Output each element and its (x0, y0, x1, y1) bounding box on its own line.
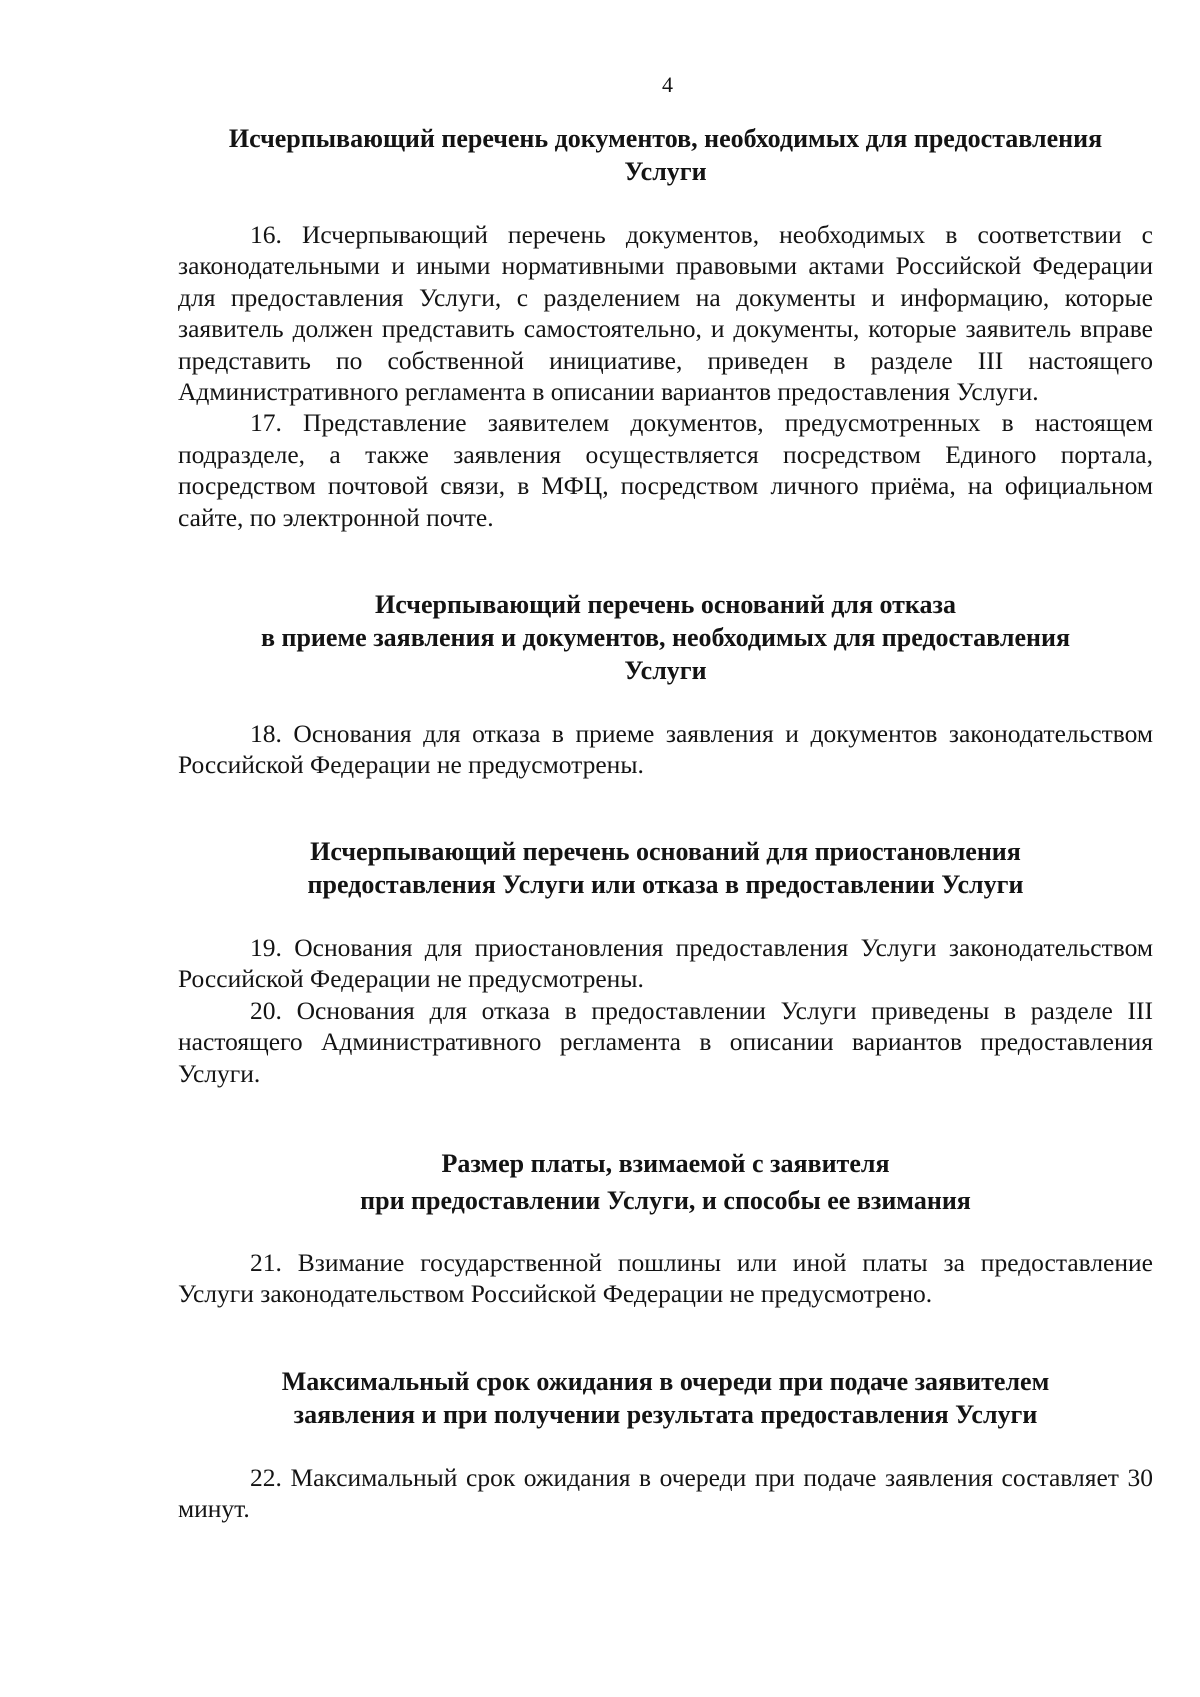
heading-line: Максимальный срок ожидания в очереди при подаче заявителем (281, 1366, 1050, 1396)
heading-line: Исчерпывающий перечень оснований для приостановления (310, 836, 1021, 866)
heading-line: в приеме заявления и документов, необходимых для предоставления (260, 623, 1071, 653)
heading-line: при предоставлении Услуги, и способы ее взимания (360, 1185, 971, 1215)
paragraph-22: 22. Максимальный срок ожидания в очереди при подаче заявления составляет 30 минут. (178, 1462, 1153, 1524)
section-queue-time (178, 1365, 1153, 1525)
section-documents-list (178, 122, 1153, 533)
section-heading (178, 122, 1153, 188)
heading-line: Исчерпывающий перечень документов, необходимых для предоставления (228, 124, 1103, 153)
paragraph-17: 17. Представление заявителем документов, предусмотренных в настоящем подразделе, а также заявления осуществляется посредством Единого портала, посредством почтовой связи, в МФЦ, посредством личного приёма, на официальном сайте, по электронной почте. (178, 408, 1153, 532)
paragraph-20: 20. Основания для отказа в предоставлении Услуги приведены в разделе III настоящего Административного регламента в описании вариантов предоставления Услуги. (178, 995, 1153, 1088)
section-heading (178, 1365, 1153, 1431)
section-fee (178, 1145, 1153, 1310)
section-refusal-grounds (178, 588, 1153, 781)
heading-line: заявления и при получении результата предоставления Услуги (293, 1399, 1038, 1429)
heading-line: Размер платы, взимаемой с заявителя (441, 1148, 890, 1178)
paragraph-16: 16. Исчерпывающий перечень документов, необходимых в соответствии с законодательными и иными нормативными правовыми актами Российской Федерации для предоставления Услуги, с разделением на документы и информацию, которые заявитель должен представить самостоятельно, и документы, которые заявитель вправе представить по собственной инициативе, приведен в разделе III настоящего Административного регламента в описании вариантов предоставления Услуги. (178, 220, 1153, 407)
page-number: 4 (662, 72, 673, 97)
heading-line: Услуги (624, 157, 707, 186)
paragraph-21: 21. Взимание государственной пошлины или иной платы за предоставление Услуги законодательством Российской Федерации не предусмотрено. (178, 1247, 1153, 1309)
heading-line: Услуги (624, 656, 707, 686)
heading-line: предоставления Услуги или отказа в предоставлении Услуги (307, 869, 1024, 899)
heading-line: Исчерпывающий перечень оснований для отказа (375, 590, 956, 620)
paragraph-18: 18. Основания для отказа в приеме заявления и документов законодательством Российской Федерации не предусмотрены. (178, 719, 1153, 780)
paragraph-19: 19. Основания для приостановления предоставления Услуги законодательством Российской Федерации не предусмотрены. (178, 932, 1153, 994)
section-heading (178, 835, 1153, 901)
section-heading (178, 1145, 1153, 1219)
section-suspension-grounds (178, 835, 1153, 1089)
section-heading (178, 588, 1153, 687)
page-content (178, 122, 1153, 1525)
